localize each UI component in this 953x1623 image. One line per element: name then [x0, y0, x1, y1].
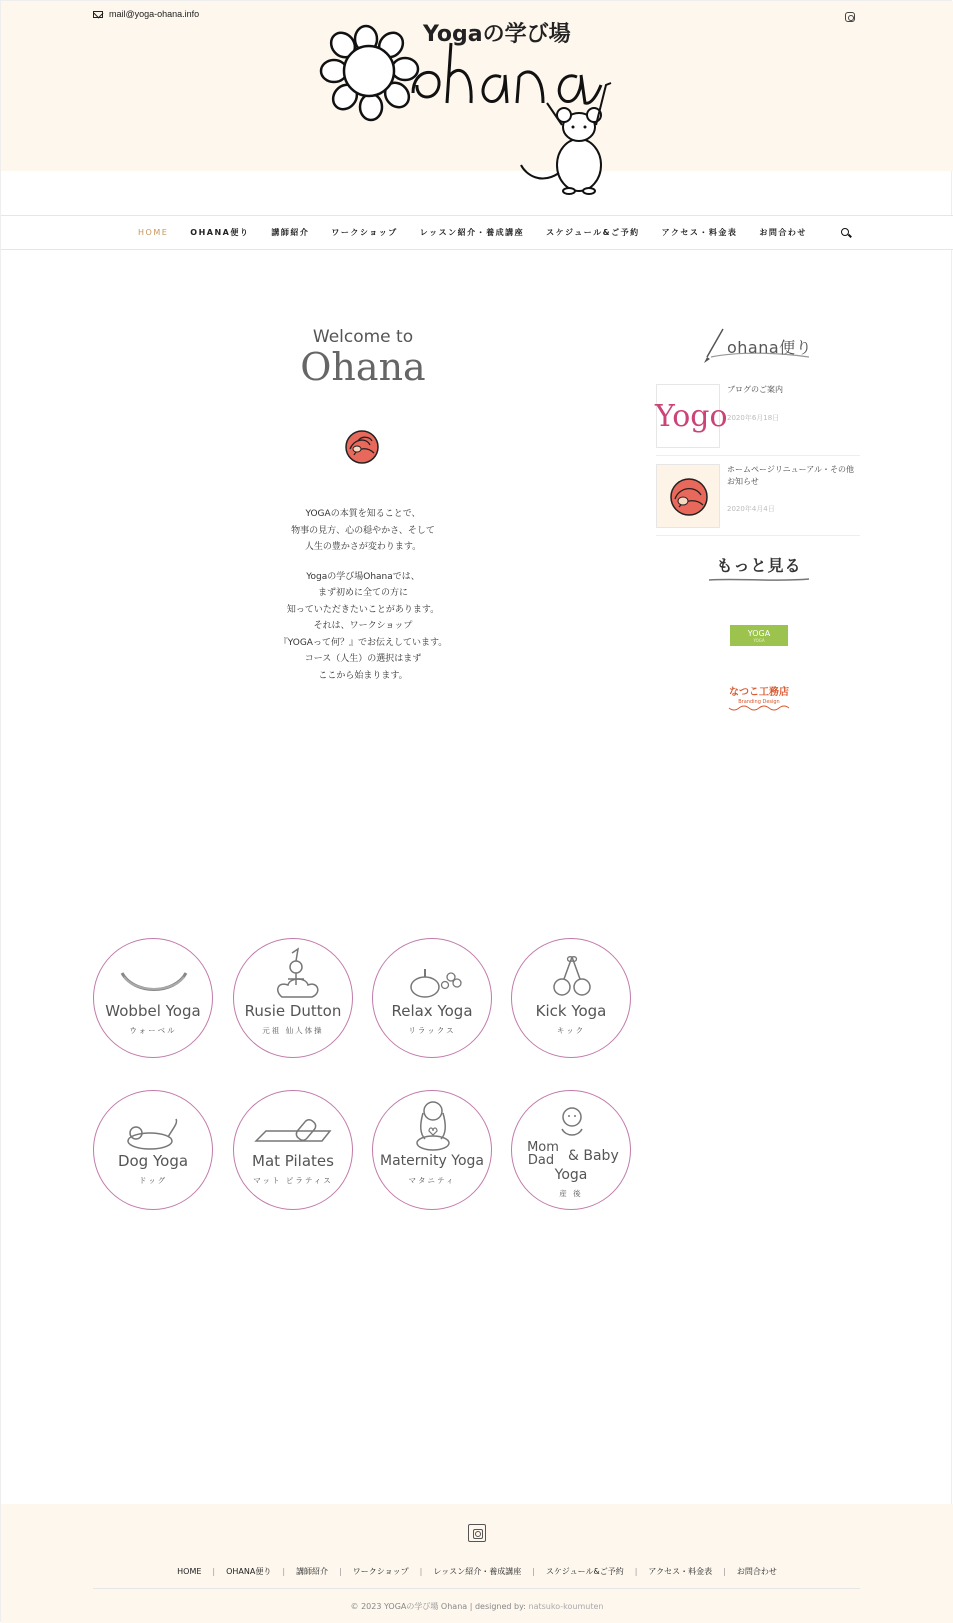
- lesson-subtitle: 産 後: [559, 1189, 583, 1198]
- lesson-kick-yoga[interactable]: [511, 938, 631, 1058]
- intro-text: [233, 506, 493, 697]
- yoga-banner-sub: YOGA: [753, 638, 765, 643]
- more-text: もっと見る: [716, 556, 802, 575]
- sidebar-post[interactable]: [656, 384, 860, 456]
- intro-line: Yogaの学び場Ohanaでは、: [306, 571, 420, 582]
- intro-line: まず初めに全ての方に: [317, 588, 408, 598]
- nav-separator: |: [532, 1567, 535, 1576]
- footer-nav: [1, 1566, 953, 1577]
- post-date: 2020年4月4日: [727, 505, 775, 513]
- lesson-subtitle: リラックス: [408, 1026, 456, 1035]
- lesson-title-mom: Mom: [527, 1140, 559, 1155]
- aroma-icon: [373, 939, 493, 1003]
- nav-separator: |: [723, 1567, 726, 1576]
- dog-icon: [94, 1091, 214, 1155]
- nav-contact[interactable]: お問合わせ: [759, 228, 807, 237]
- lesson-title: Rusie Dutton: [244, 1002, 342, 1020]
- email-text: mail@yoga-ohana.info: [109, 9, 200, 19]
- post-date: 2020年6月18日: [727, 414, 780, 422]
- footer-nav-ohana-news[interactable]: OHANA便り: [226, 1567, 272, 1576]
- mat-icon: [234, 1091, 354, 1155]
- lesson-subtitle: ウォーベル: [129, 1026, 177, 1035]
- lesson-dog-yoga[interactable]: [93, 1090, 213, 1210]
- lesson-title: Mat Pilates: [252, 1152, 334, 1170]
- nav-instructors[interactable]: 講師紹介: [271, 228, 310, 237]
- search-icon[interactable]: [841, 228, 849, 236]
- intro-line: YOGAの本質を知ることで、: [305, 509, 421, 519]
- lesson-subtitle: キック: [556, 1026, 586, 1035]
- camellia-icon: [344, 429, 380, 465]
- welcome-title: Ohana: [300, 345, 426, 389]
- main-nav: [1, 215, 953, 250]
- more-link[interactable]: [707, 553, 811, 584]
- site-logo[interactable]: [321, 15, 633, 197]
- hermit-icon: [234, 939, 354, 1003]
- site-footer: [1, 1504, 953, 1623]
- wave-decoration: [729, 706, 789, 712]
- footer-divider: [93, 1588, 860, 1589]
- footer-nav-lessons[interactable]: レッスン紹介・養成講座: [433, 1567, 522, 1576]
- maternity-icon: [373, 1091, 493, 1155]
- lesson-mom-dad-baby-yoga[interactable]: [511, 1090, 631, 1210]
- footer-nav-instructors[interactable]: 講師紹介: [296, 1567, 329, 1576]
- envelope-icon: [93, 11, 103, 18]
- lesson-title: Maternity Yoga: [380, 1153, 484, 1169]
- footer-nav-contact[interactable]: お問合わせ: [736, 1567, 777, 1576]
- natsuko-text: なつこ工務店: [729, 687, 789, 698]
- nav-schedule[interactable]: スケジュール&ご予約: [546, 228, 640, 237]
- sidebar-post[interactable]: [656, 464, 860, 536]
- sidebar-title-text: ohana便り: [727, 338, 813, 357]
- intro-line: 人生の豊かさが変わります。: [304, 542, 422, 552]
- baby-icon: [512, 1091, 632, 1141]
- lesson-subtitle: マット ピラティス: [253, 1176, 333, 1185]
- lesson-subtitle: マタニティ: [408, 1176, 456, 1185]
- nav-home[interactable]: HOME: [138, 228, 169, 237]
- copyright-text: © 2023 YOGAの学び場 Ohana | designed by:: [350, 1602, 526, 1611]
- nav-access[interactable]: アクセス・料金表: [661, 228, 738, 237]
- lesson-rusie-dutton[interactable]: [233, 938, 353, 1058]
- natsuko-sub: Branding Design: [738, 699, 780, 705]
- post-thumbnail[interactable]: [655, 384, 728, 448]
- email-link[interactable]: [93, 9, 199, 19]
- lesson-title-yoga: Yoga: [554, 1167, 588, 1183]
- intro-line: 知っていただきたいことがあります。: [286, 604, 440, 615]
- nav-separator: |: [634, 1567, 638, 1576]
- nav-separator: |: [212, 1567, 216, 1576]
- nav-workshop[interactable]: ワークショップ: [331, 228, 398, 237]
- lesson-title: Kick Yoga: [535, 1002, 607, 1020]
- logo-tagline: Yogaの学び場: [423, 22, 571, 47]
- footer-nav-access[interactable]: アクセス・料金表: [648, 1567, 713, 1576]
- underline-stroke: [707, 576, 811, 584]
- post-title[interactable]: ブログのご案内: [727, 385, 783, 394]
- lesson-title: Wobbel Yoga: [105, 1002, 201, 1020]
- lesson-relax-yoga[interactable]: [372, 938, 492, 1058]
- lesson-title-amp: & Baby: [568, 1148, 619, 1164]
- welcome-subtitle: Welcome to: [312, 327, 414, 347]
- lesson-subtitle: 元祖 仙人体操: [262, 1026, 324, 1035]
- nav-separator: |: [419, 1567, 423, 1576]
- intro-line: 物事の見方、心の穏やかさ、そして: [291, 525, 435, 536]
- footer-nav-schedule[interactable]: スケジュール&ご予約: [545, 1567, 624, 1576]
- thumb-text: Yogo: [655, 399, 728, 434]
- post-title[interactable]: ホームページリニューアル・その他お知らせ: [727, 465, 854, 486]
- lesson-title-dad: Dad: [527, 1153, 555, 1168]
- wobbel-board-icon: [94, 939, 214, 999]
- instagram-icon[interactable]: [468, 1524, 486, 1542]
- lesson-title: Relax Yoga: [391, 1002, 473, 1020]
- footer-nav-home[interactable]: HOME: [177, 1567, 202, 1576]
- intro-line: それは、ワークショップ: [313, 621, 413, 631]
- intro-line: コース（人生）の選択はまず: [304, 654, 422, 664]
- post-thumbnail[interactable]: [656, 464, 720, 528]
- instagram-icon[interactable]: [845, 12, 855, 22]
- nav-separator: |: [282, 1567, 286, 1576]
- footer-nav-workshop[interactable]: ワークショップ: [352, 1567, 409, 1576]
- sidebar-title: [701, 327, 821, 365]
- intro-line: 『YOGAって何？』でお伝えしています。: [278, 637, 448, 648]
- lesson-maternity-yoga[interactable]: [372, 1090, 492, 1210]
- yoga-banner[interactable]: [730, 625, 788, 646]
- lesson-mat-pilates[interactable]: [233, 1090, 353, 1210]
- intro-line: ここから始まります。: [318, 670, 408, 681]
- lesson-subtitle: ドッグ: [138, 1176, 168, 1185]
- copyright: [1, 1601, 953, 1612]
- lesson-wobbel-yoga[interactable]: [93, 938, 213, 1058]
- yoga-banner-text: YOGA: [747, 629, 771, 638]
- nav-lessons[interactable]: レッスン紹介・養成講座: [419, 228, 525, 237]
- nav-ohana-news[interactable]: OHANA便り: [190, 228, 250, 237]
- natsuko-banner[interactable]: [727, 683, 791, 712]
- lesson-title: Dog Yoga: [117, 1152, 189, 1170]
- designer-link[interactable]: natsuko-koumuten: [528, 1602, 604, 1611]
- kick-fruit-icon: [512, 939, 632, 1003]
- nav-separator: |: [339, 1567, 342, 1576]
